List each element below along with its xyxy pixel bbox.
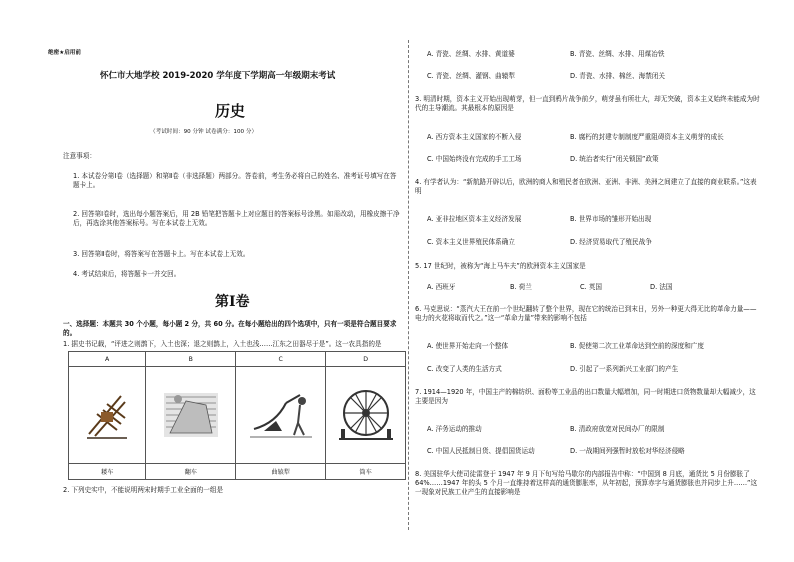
- q1-name-d: 筒车: [326, 464, 406, 480]
- notes-heading: 注意事项：: [63, 152, 96, 160]
- column-divider: [408, 40, 409, 530]
- q7-option-d: D. 一战期间列强暂时放松对华经济侵略: [570, 447, 685, 455]
- q2-option-c: C. 青瓷、丝绸、灌钢、曲辕犁: [427, 72, 515, 80]
- secret-label: 绝密★启用前: [48, 50, 81, 56]
- q1-name-b: 翻车: [146, 464, 236, 480]
- subject-title: 历史: [215, 102, 246, 120]
- watermill-icon: [156, 383, 226, 445]
- plow-cart-icon: [77, 384, 137, 444]
- right-column: [415, 0, 760, 562]
- q7-option-b: B. 清政府放宽对民间办厂的限制: [570, 425, 665, 433]
- curved-plow-icon: [246, 383, 316, 445]
- exam-title: 怀仁市大地学校 2019-2020 学年度下学期高一年级期末考试: [100, 71, 336, 81]
- q6-option-b: B. 促使第二次工业革命达到空前的深度和广度: [570, 342, 704, 350]
- q7-option-c: C. 中国人民抵制日货、提倡国货运动: [427, 447, 535, 455]
- q4-option-b: B. 世界市场的雏形开始出现: [570, 215, 652, 223]
- q1-name-c: 曲辕犁: [236, 464, 326, 480]
- section-title: 第Ⅰ卷: [215, 294, 250, 310]
- q4-option-a: A. 亚非拉地区资本主义经济发展: [427, 215, 522, 223]
- q5-option-b: B. 荷兰: [510, 283, 532, 291]
- q1-header-d: D: [326, 352, 406, 367]
- q6-option-d: D. 引起了一系列新兴工业部门的产生: [570, 365, 679, 373]
- q7-option-a: A. 洋务运动的推动: [427, 425, 482, 433]
- q1-image-d: [326, 367, 406, 464]
- q3-option-b: B. 腐朽的封建专制制度严重阻碍资本主义萌芽的成长: [570, 133, 724, 141]
- left-column: [48, 0, 405, 562]
- q5-option-c: C. 英国: [580, 283, 602, 291]
- q1-table: [68, 351, 406, 480]
- q4-option-d: D. 经济贸易取代了殖民战争: [570, 238, 652, 246]
- q3-stem: 3. 明清时期，资本主义开始出现萌芽，但一直到鸦片战争前夕，萌芽虽有所壮大，却无突破，资本主义始终未能成为时代的主导潮流。其最根本的原因是: [415, 95, 760, 112]
- q1-name-a: 耧车: [69, 464, 146, 480]
- waterwheel-icon: [335, 383, 397, 445]
- q2-stem: 2. 下列史实中，不能说明两宋时期手工业全面的一组是: [63, 486, 224, 494]
- q6-option-c: C. 改变了人类的生活方式: [427, 365, 502, 373]
- note-item: 2. 回答第Ⅰ卷时，选出每小题答案后，用 2B 铅笔把答题卡上对应题目的答案标号涂黑。如需改动，用橡皮擦干净后，再选涂其他答案标号。写在本试卷上无效。: [73, 210, 400, 227]
- q3-option-d: D. 统治者实行“闭关锁国”政策: [570, 155, 659, 163]
- q4-stem: 4. 有学者认为：“新航路开辟以后，欧洲的商人和殖民者在欧洲、亚洲、非洲、美洲之间建立了直接的商业联系。”这表明: [415, 178, 757, 195]
- q7-stem: 7. 1914—1920 年，中国主产的棉纺织、面粉等工业品的出口数量大幅增加，同一时期进口货物数量却大幅减少，这主要是因为: [415, 388, 756, 405]
- q5-option-a: A. 西班牙: [427, 283, 456, 291]
- q1-header-c: C: [236, 352, 326, 367]
- q6-stem: 6. 马克思说：“蒸汽大王在前一个世纪翻转了整个世界，现在它的统治已到末日，另外一种更大得无比的革命力量——电力的火花将取而代之。”这一“革命力量”带来的影响不包括: [415, 305, 757, 322]
- q6-option-a: A. 使世界开始走向一个整体: [427, 342, 509, 350]
- q2-option-d: D. 青瓷、水排、棉丝、海禁闭关: [570, 72, 665, 80]
- exam-info: （考试时间：90 分钟 试卷满分：100 分）: [150, 129, 258, 135]
- section-instruction: 一、选择题：本题共 30 个小题，每小题 2 分，共 60 分。在每小题给出的四个选项中，只有一项是符合题目要求的。: [63, 320, 397, 337]
- q3-option-c: C. 中国始终没有完成的手工工场: [427, 155, 522, 163]
- q2-option-a: A. 青瓷、丝绸、水排、黄道婆: [427, 50, 515, 58]
- q2-option-b: B. 青瓷、丝绸、水排、用煤冶铁: [570, 50, 665, 58]
- q5-option-d: D. 法国: [650, 283, 673, 291]
- q1-image-c: [236, 367, 326, 464]
- q5-stem: 5. 17 世纪时，被称为“海上马车夫”的欧洲资本主义国家是: [415, 262, 586, 270]
- note-item: 4. 考试结束后，将答题卡一并交回。: [73, 270, 181, 278]
- note-item: 3. 回答第Ⅱ卷时，将答案写在答题卡上。写在本试卷上无效。: [73, 250, 250, 258]
- q1-image-b: [146, 367, 236, 464]
- q1-stem: 1. 据史书记载，“评进之则鹊下，入土也深；退之则鹊上，入土也浅……江东之田器尽于是”。这一农具指的是: [63, 340, 382, 348]
- q3-option-a: A. 西方资本主义国家的不断入侵: [427, 133, 522, 141]
- q1-header-b: B: [146, 352, 236, 367]
- q4-option-c: C. 资本主义世界殖民体系确立: [427, 238, 515, 246]
- note-item: 1. 本试卷分第Ⅰ卷（选择题）和第Ⅱ卷（非选择题）两部分。答卷前，考生务必将自己的姓名、准考证号填写在答题卡上。: [73, 172, 397, 189]
- q1-header-a: A: [69, 352, 146, 367]
- q1-image-a: [69, 367, 146, 464]
- q8-stem: 8. 美国驻华大使司徒雷登于 1947 年 9 月下旬写给马歇尔的内部报告中称：“中国到 8 月底，通货比 5 月份膨胀了 64%……1947 年的头 5 个月一直维持着这样高的通货膨胀率，从年初起，预算赤字与通货膨胀也并同步上升……”这一现象对民族工业产生的直接影响是: [415, 470, 758, 496]
